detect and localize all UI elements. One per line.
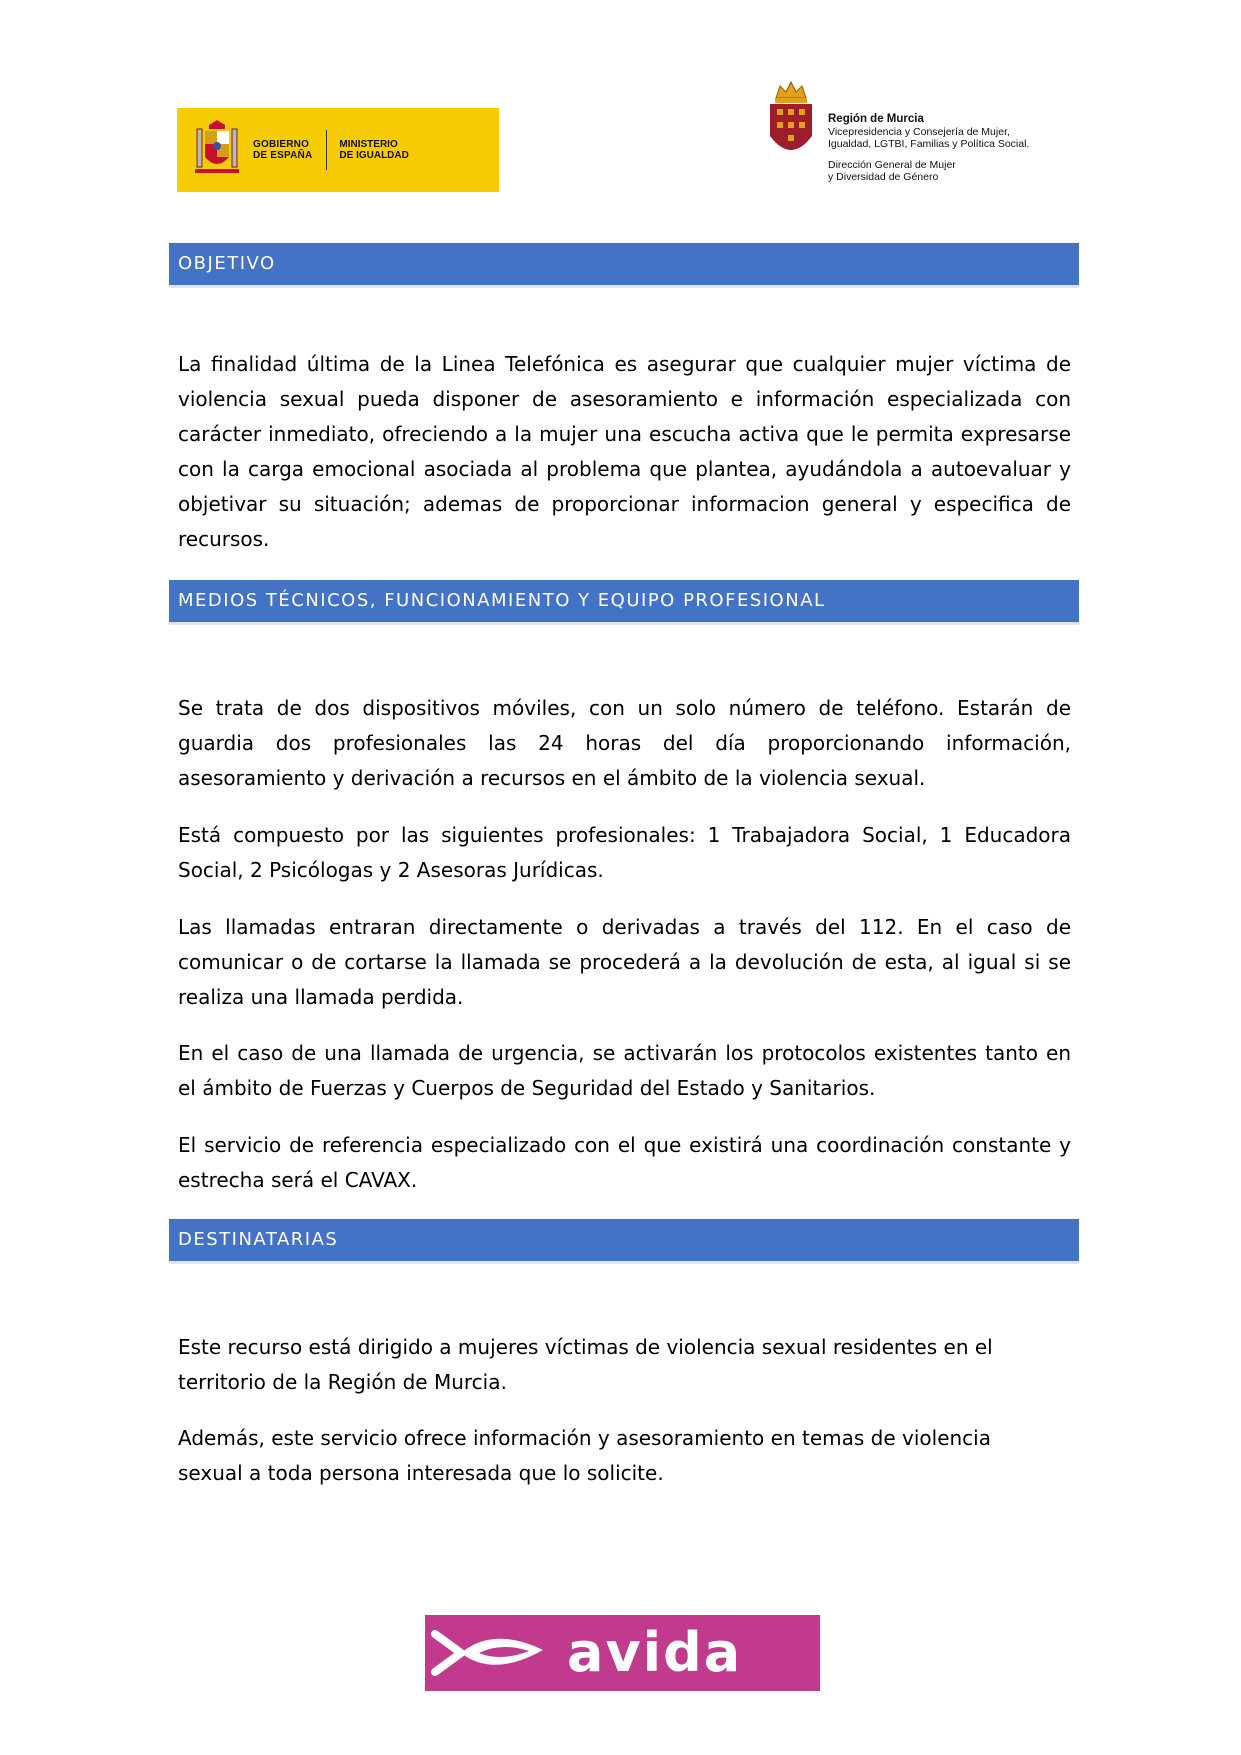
section-title: MEDIOS TÉCNICOS, FUNCIONAMIENTO Y EQUIPO PROFESIONAL — [178, 590, 826, 611]
avida-logo — [425, 1615, 820, 1691]
section-header-objetivo — [169, 243, 1079, 288]
medios-paragraph-4: En el caso de una llamada de urgencia, se activarán los protocolos existentes tanto en el ámbito de Fuerzas y Cuerpos de Seguridad del Estado y Sanitarios. — [178, 1041, 1071, 1100]
medios-paragraph-3: Las llamadas entraran directamente o derivadas a través del 112. En el caso de comunicar o de cortarse la llamada se procederá a la devolución de esta, al igual si se realiza una llamada perdida. — [178, 915, 1071, 1009]
destinatarias-paragraph-2: Además, este servicio ofrece información y asesoramiento en temas de violencia sexual a toda persona interesada que lo solicite. — [178, 1426, 991, 1485]
avida-fish-icon — [431, 1620, 551, 1686]
spain-coat-of-arms-icon — [195, 119, 239, 181]
gobierno-espana-logo — [177, 108, 499, 192]
ministerio-text: MINISTERIO DE IGUALDAD — [339, 139, 409, 161]
section-title: DESTINATARIAS — [178, 1229, 339, 1250]
section-header-medios — [169, 580, 1079, 625]
avida-wordmark: avida — [567, 1621, 743, 1684]
region-murcia-logo — [764, 80, 1094, 195]
murcia-coat-of-arms-icon — [764, 80, 818, 165]
medios-paragraph-2: Está compuesto por las siguientes profesionales: 1 Trabajadora Social, 1 Educadora Social, 2 Psicólogas y 2 Asesoras Jurídicas. — [178, 823, 1071, 882]
destinatarias-paragraph-1: Este recurso está dirigido a mujeres víctimas de violencia sexual residentes en el territorio de la Región de Murcia. — [178, 1335, 993, 1394]
murcia-logo-text: Región de Murcia Vicepresidencia y Consejería de Mujer, Igualdad, LGTBI, Familias y Política Social. Dirección General de Mujer y Diversidad de Género — [828, 113, 1030, 183]
gobierno-text: GOBIERNO DE ESPAÑA — [253, 139, 313, 161]
logo-divider — [326, 130, 327, 170]
section-title: OBJETIVO — [178, 253, 276, 274]
objetivo-paragraph: La finalidad última de la Linea Telefónica es asegurar que cualquier mujer víctima de violencia sexual pueda disponer de asesoramiento e información especializada con carácter inmediato, ofreciendo a la mujer una escucha activa que le permita expresarse con la carga emocional asociada al problema que plantea, ayudándola a autoevaluar y objetivar su situación; ademas de proporcionar informacion general y especifica de recursos. — [178, 352, 1071, 551]
section-header-destinatarias — [169, 1219, 1079, 1264]
medios-paragraph-1: Se trata de dos dispositivos móviles, con un solo número de teléfono. Estarán de guardia dos profesionales las 24 horas del día proporcionando información, asesoramiento y derivación a recursos en el ámbito de la violencia sexual. — [178, 696, 1071, 790]
medios-paragraph-5: El servicio de referencia especializado con el que existirá una coordinación constante y estrecha será el CAVAX. — [178, 1133, 1071, 1192]
